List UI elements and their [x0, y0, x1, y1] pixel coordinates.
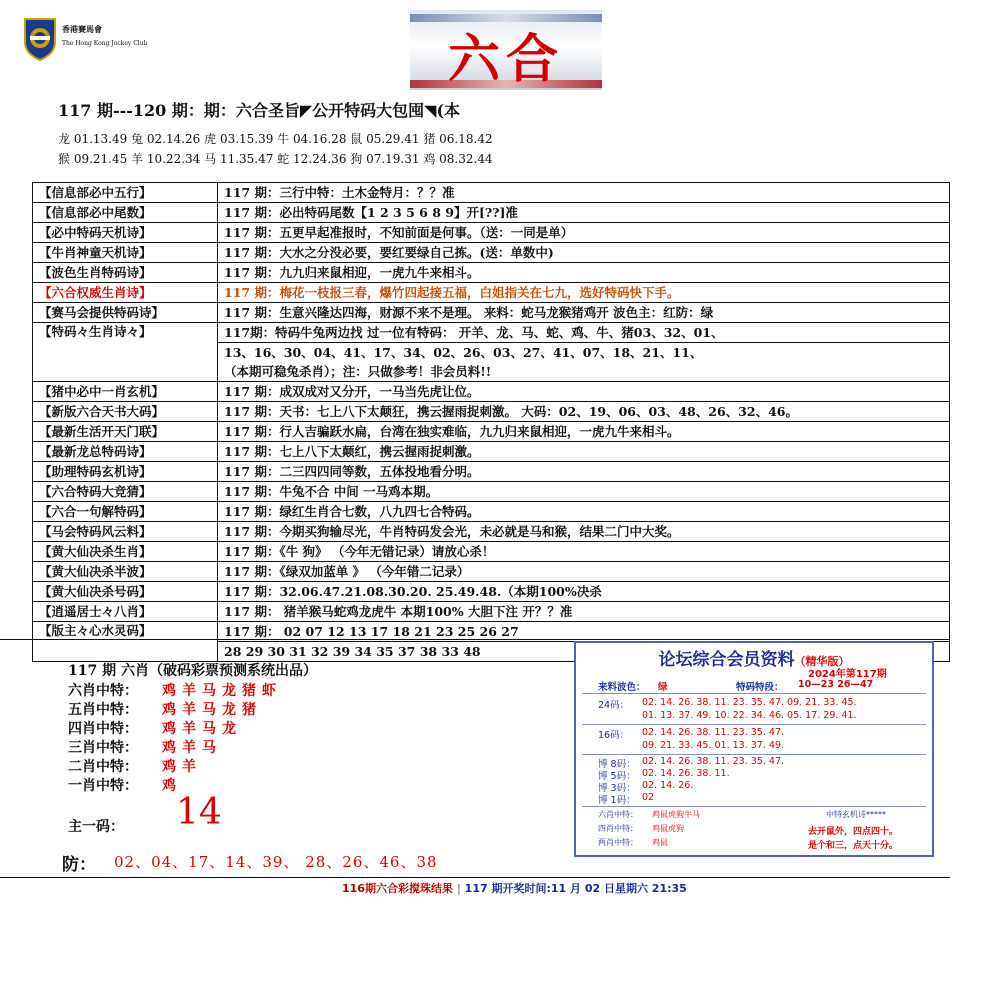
- prediction-table: [32, 182, 950, 662]
- four-value: 鸡鼠虎狗: [652, 824, 684, 833]
- page-subtitle: 117 期---120 期：期：六合圣旨◤公开特码大包囤◥(本: [58, 101, 461, 120]
- panel-title-text: 论坛综合会员资料: [658, 650, 795, 670]
- row-label: 【最新生活开天门联】: [33, 422, 218, 442]
- table-row: [33, 542, 950, 562]
- wave-value: 绿: [658, 682, 668, 693]
- row-label: 【信息部必中五行】: [33, 183, 218, 203]
- row-content: 117 期：七上八下太颠红，携云握雨捉刺激。: [218, 442, 950, 462]
- row-content: 117 期：《绿双加蓝单 》 （今年错二记录）: [218, 562, 950, 582]
- two-value: 鸡鼠: [652, 838, 668, 847]
- row-content: 117 期： 猪羊猴马蛇鸡龙虎牛 本期100% 大胆下注 开？？准: [218, 602, 950, 622]
- panel-issue: 2024年第117期: [808, 669, 887, 680]
- pred-label: 二肖中特：: [68, 759, 138, 775]
- c16-label: 16码：: [598, 730, 630, 741]
- b1-value: 02: [642, 792, 655, 803]
- footer-result-link[interactable]: 116期六合彩搅珠结果: [342, 882, 453, 895]
- row-content: 117 期：生意兴隆达四海，财源不来不是理。 来料：蛇马龙猴猪鸡开 波色主：红防：绿: [218, 303, 950, 323]
- zodiac-line-2: 猴 09.21.45 羊 10.22.34 马 11.35.47 蛇 12.24.36 狗 07.19.31 鸡 08.32.44: [58, 152, 493, 166]
- defense-label: 防：: [62, 855, 96, 875]
- row-label: 【波色生肖特码诗】: [33, 263, 218, 283]
- zodiac-line-1: 龙 01.13.49 兔 02.14.26 虎 03.15.39 牛 04.16.28 鼠 05.29.41 猪 06.18.42: [58, 132, 493, 146]
- row-content: 117 期：牛兔不合 中间 一马鸡本期。: [218, 482, 950, 502]
- row-label: 【六合一句解特码】: [33, 502, 218, 522]
- row-content: 117 期：《牛 狗》 （今年无错记录）请放心杀！: [218, 542, 950, 562]
- table-row: [33, 502, 950, 522]
- row-content: 117 期：天书：七上八下太颠狂，携云握雨捉刺激。 大码：02、19、06、03、48、26、32、46。: [218, 402, 950, 422]
- table-row: [33, 462, 950, 482]
- pred-value: 鸡羊马龙: [162, 721, 242, 737]
- b8-value: 02. 14. 26. 38. 11. 23. 35. 47.: [642, 756, 785, 767]
- row-content: 117 期：大水之分没必要，要红要绿自己拣。(送：单数中): [218, 243, 950, 263]
- table-row: [33, 183, 950, 203]
- poem-line-2: 是个和三，点天十分。: [808, 841, 899, 851]
- row-content: 117 期： 02 07 12 13 17 18 21 23 25 26 27: [218, 622, 950, 642]
- row-label: 【版主々心水灵码】: [33, 622, 218, 662]
- row-content: 117 期：梅花一枝报三春，爆竹四起接五福，白姐指关在七九，选好特码快下手。: [218, 283, 950, 303]
- row-label: 【黄大仙决杀半波】: [33, 562, 218, 582]
- b3-label: 博 3码：: [598, 783, 636, 794]
- main-number-value: 14: [176, 792, 222, 833]
- jockey-club-logo: [22, 16, 58, 62]
- tail-value: 10—23 26—47: [798, 679, 874, 690]
- row-label: 【逍遥居士々八肖】: [33, 602, 218, 622]
- divider: [582, 724, 926, 725]
- draw-footer: 116期六合彩搅珠结果 | 117 期开奖时间:11 月 02 日星期六 21:35: [342, 882, 687, 895]
- panel-edition: （精华版）: [794, 655, 850, 668]
- table-row: [33, 203, 950, 223]
- b3-value: 02. 14. 26.: [642, 780, 694, 791]
- row-label: 【助理特码玄机诗】: [33, 462, 218, 482]
- row-label: 【最新龙总特码诗】: [33, 442, 218, 462]
- row-label: 【信息部必中尾数】: [33, 203, 218, 223]
- row-label: 【牛肖神童天机诗】: [33, 243, 218, 263]
- row-content: 117期：特码牛兔两边找 过一位有特码： 开羊、龙、马、蛇、鸡、牛、猪03、32、01、: [218, 323, 950, 343]
- table-row: [33, 243, 950, 263]
- row-content: 13、16、30、04、41、17、34、02、26、03、27、41、07、18、21、11、: [218, 343, 950, 363]
- pred-label: 四肖中特：: [68, 721, 138, 737]
- table-row: [33, 562, 950, 582]
- table-row: [33, 442, 950, 462]
- row-content: 117 期：三行中特：土木金特月：？？准: [218, 183, 950, 203]
- main-number-label: 主一码：: [68, 819, 124, 835]
- row-content: 117 期：绿红生肖合七数，八九四七合特码。: [218, 502, 950, 522]
- table-row: [33, 422, 950, 442]
- footer-draw-time: 117 期开奖时间:11 月 02 日星期六 21:35: [464, 882, 687, 895]
- divider: [582, 754, 926, 755]
- row-label: 【必中特码天机诗】: [33, 223, 218, 243]
- row-content: 28 29 30 31 32 39 34 35 37 38 33 48: [218, 642, 950, 662]
- table-row: [33, 582, 950, 602]
- two-label: 两肖中特：: [598, 838, 638, 847]
- table-row: [33, 482, 950, 502]
- defense-value: 02、04、17、14、39、 28、26、46、38: [114, 853, 438, 871]
- c24-label: 24码：: [598, 700, 630, 711]
- table-row: [33, 263, 950, 283]
- b8-label: 博 8码：: [598, 759, 636, 770]
- four-label: 四肖中特：: [598, 824, 638, 833]
- row-label: 【猪中必中一肖玄机】: [33, 382, 218, 402]
- banner-title: 六合: [447, 29, 564, 90]
- member-data-panel: [574, 641, 934, 857]
- table-row: [33, 323, 950, 343]
- org-name-en: The Hong Kong Jockey Club: [62, 40, 148, 47]
- row-content: 117 期：今期买狗输尽光，牛肖特码发会光，未必就是马和猴，结果二门中大奖。: [218, 522, 950, 542]
- row-label: 【黄大仙决杀号码】: [33, 582, 218, 602]
- c24-line-1: 02. 14. 26. 38. 11. 23. 35. 47. 09. 21. 33. 45.: [642, 697, 857, 708]
- row-content: 117 期：必出特码尾数【1 2 3 5 6 8 9】开[??]准: [218, 203, 950, 223]
- pred-label: 六肖中特：: [68, 683, 138, 699]
- wave-label: 来料波色：: [598, 682, 646, 693]
- table-row: [33, 283, 950, 303]
- pred-value: 鸡羊马: [162, 740, 222, 756]
- divider: [582, 806, 926, 807]
- b5-value: 02. 14. 26. 38. 11.: [642, 768, 730, 779]
- pred-value: 鸡羊: [162, 759, 202, 775]
- row-content: 117 期：32.06.47.21.08.30.20. 25.49.48.（本期100%决杀: [218, 582, 950, 602]
- pred-value: 鸡羊马龙猪: [162, 702, 262, 718]
- pred-label: 一肖中特：: [68, 778, 138, 794]
- tail-label: 特码特段：: [736, 682, 784, 693]
- prediction-header: 117 期 六肖（破码彩票预测系统出品）: [68, 663, 317, 679]
- table-row: [33, 602, 950, 622]
- row-label: 【特码々生肖诗々】: [33, 323, 218, 382]
- table-row: [33, 382, 950, 402]
- row-content: 117 期：二三四四同等数，五体投地看分明。: [218, 462, 950, 482]
- row-label: 【赛马会提供特码诗】: [33, 303, 218, 323]
- pred-value: 鸡: [162, 778, 182, 794]
- row-label: 【黄大仙决杀生肖】: [33, 542, 218, 562]
- c16-line-1: 02. 14. 26. 38. 11. 23. 35. 47.: [642, 727, 785, 738]
- b1-label: 博 1码：: [598, 795, 636, 806]
- poem-title: 中特玄机诗*****: [826, 810, 886, 819]
- pred-value: 鸡羊马龙猪虾: [162, 683, 282, 699]
- row-label: 【马会特码风云料】: [33, 522, 218, 542]
- table-row: [33, 522, 950, 542]
- six-label: 六肖中特：: [598, 810, 638, 819]
- poem-line-1: 去开鼠外，四点四十。: [808, 827, 899, 837]
- six-value: 鸡鼠虎狗牛马: [652, 810, 700, 819]
- row-content: （本期可稳兔杀肖）；注：只做参考！非会员料!!: [218, 362, 950, 382]
- row-content: 117 期：成双成对又分开，一马当先虎让位。: [218, 382, 950, 402]
- table-row: [33, 223, 950, 243]
- row-label: 【新版六合天书大码】: [33, 402, 218, 422]
- c16-line-2: 09. 21. 33. 45. 01. 13. 37. 49.: [642, 740, 785, 751]
- divider: [582, 693, 926, 694]
- table-row: [33, 402, 950, 422]
- row-content: 117 期：九九归来鼠相迎，一虎九牛来相斗。: [218, 263, 950, 283]
- c24-line-2: 01. 13. 37. 49. 10. 22. 34. 46. 05. 17. 29. 41.: [642, 710, 857, 721]
- pred-label: 三肖中特：: [68, 740, 138, 756]
- row-content: 117 期：五更早起准报时，不知前面是何事。（送：一同是单）: [218, 223, 950, 243]
- liuhe-banner: [410, 10, 602, 90]
- row-label: 【六合特码大竞猜】: [33, 482, 218, 502]
- table-row: [33, 303, 950, 323]
- pred-label: 五肖中特：: [68, 702, 138, 718]
- b5-label: 博 5码：: [598, 771, 636, 782]
- org-name-cn: 香港賽馬會: [62, 25, 102, 34]
- row-content: 117 期：行人吉骗跃水扁，台湾在独实难临，九九归来鼠相迎，一虎九牛来相斗。: [218, 422, 950, 442]
- row-label: 【六合权威生肖诗】: [33, 283, 218, 303]
